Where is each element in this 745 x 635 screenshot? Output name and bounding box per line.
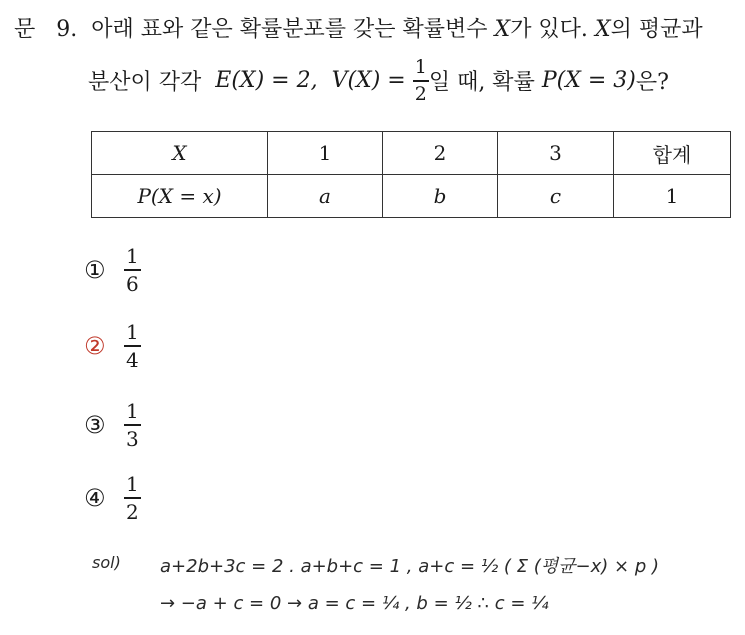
table-row [92, 132, 731, 175]
probability-expression: P(X = 3) [541, 68, 636, 94]
question-label: 문 [14, 17, 36, 42]
fraction-denominator: 4 [126, 347, 139, 372]
solution-line-1: a+2b+3c = 2 . a+b+c = 1 , a+c = ½ ( Σ (평균−x) × p ) [160, 556, 660, 577]
question-text: 은? [635, 70, 669, 96]
table-cell: 3 [498, 132, 614, 175]
fraction-denominator: 2 [126, 499, 139, 524]
option-3[interactable] [84, 401, 141, 449]
option-marker: ④ [84, 483, 106, 512]
option-marker: ③ [84, 410, 106, 439]
fraction-numerator: 1 [414, 56, 427, 78]
table-row [92, 175, 731, 218]
option-marker: ② [84, 331, 106, 360]
option-fraction [124, 474, 141, 522]
question-text: 아래 표와 같은 확률분포를 갖는 확률변수 [91, 17, 488, 42]
question-text: 의 평균과 [610, 17, 703, 42]
fraction-denominator: 3 [126, 426, 139, 451]
fraction-numerator: 1 [126, 399, 139, 423]
fraction-bar [124, 345, 141, 347]
probability-distribution-table [91, 131, 731, 218]
question-text: 분산이 각각 [88, 70, 202, 96]
fraction-bar [413, 80, 429, 82]
variance-expression: V(X) = [331, 68, 406, 94]
var-x: X [494, 17, 511, 42]
variance-fraction [413, 58, 429, 104]
fraction-numerator: 1 [126, 320, 139, 344]
solution-label: sol) [92, 553, 121, 572]
option-4[interactable] [84, 474, 141, 522]
table-cell: 합계 [614, 132, 731, 175]
option-2[interactable] [84, 322, 141, 370]
var-x: X [594, 17, 611, 42]
table-cell: c [498, 175, 614, 218]
table-cell: b [383, 175, 498, 218]
solution-line-2: → −a + c = 0 → a = c = ¼ , b = ½ ∴ c = ¼ [160, 593, 549, 614]
option-marker: ① [84, 255, 106, 284]
question-line-1 [14, 12, 703, 43]
option-fraction [124, 246, 141, 294]
table-cell: X [92, 132, 268, 175]
fraction-numerator: 1 [126, 472, 139, 496]
table-cell: a [268, 175, 383, 218]
question-number: 9. [56, 17, 78, 42]
table-cell: P(X = x) [92, 175, 268, 218]
table-cell: 2 [383, 132, 498, 175]
table-cell: 1 [268, 132, 383, 175]
option-fraction [124, 322, 141, 370]
question-text: 가 있다. [510, 17, 588, 42]
option-1[interactable] [84, 246, 141, 294]
fraction-bar [124, 424, 141, 426]
option-fraction [124, 401, 141, 449]
fraction-bar [124, 269, 141, 271]
fraction-denominator: 2 [414, 82, 427, 105]
fraction-bar [124, 497, 141, 499]
table-cell: 1 [614, 175, 731, 218]
question-line-2 [88, 58, 669, 104]
fraction-denominator: 6 [126, 271, 139, 296]
mean-expression: E(X) = 2, [215, 68, 318, 94]
fraction-numerator: 1 [126, 244, 139, 268]
question-text: 일 때, 확률 [428, 70, 535, 96]
